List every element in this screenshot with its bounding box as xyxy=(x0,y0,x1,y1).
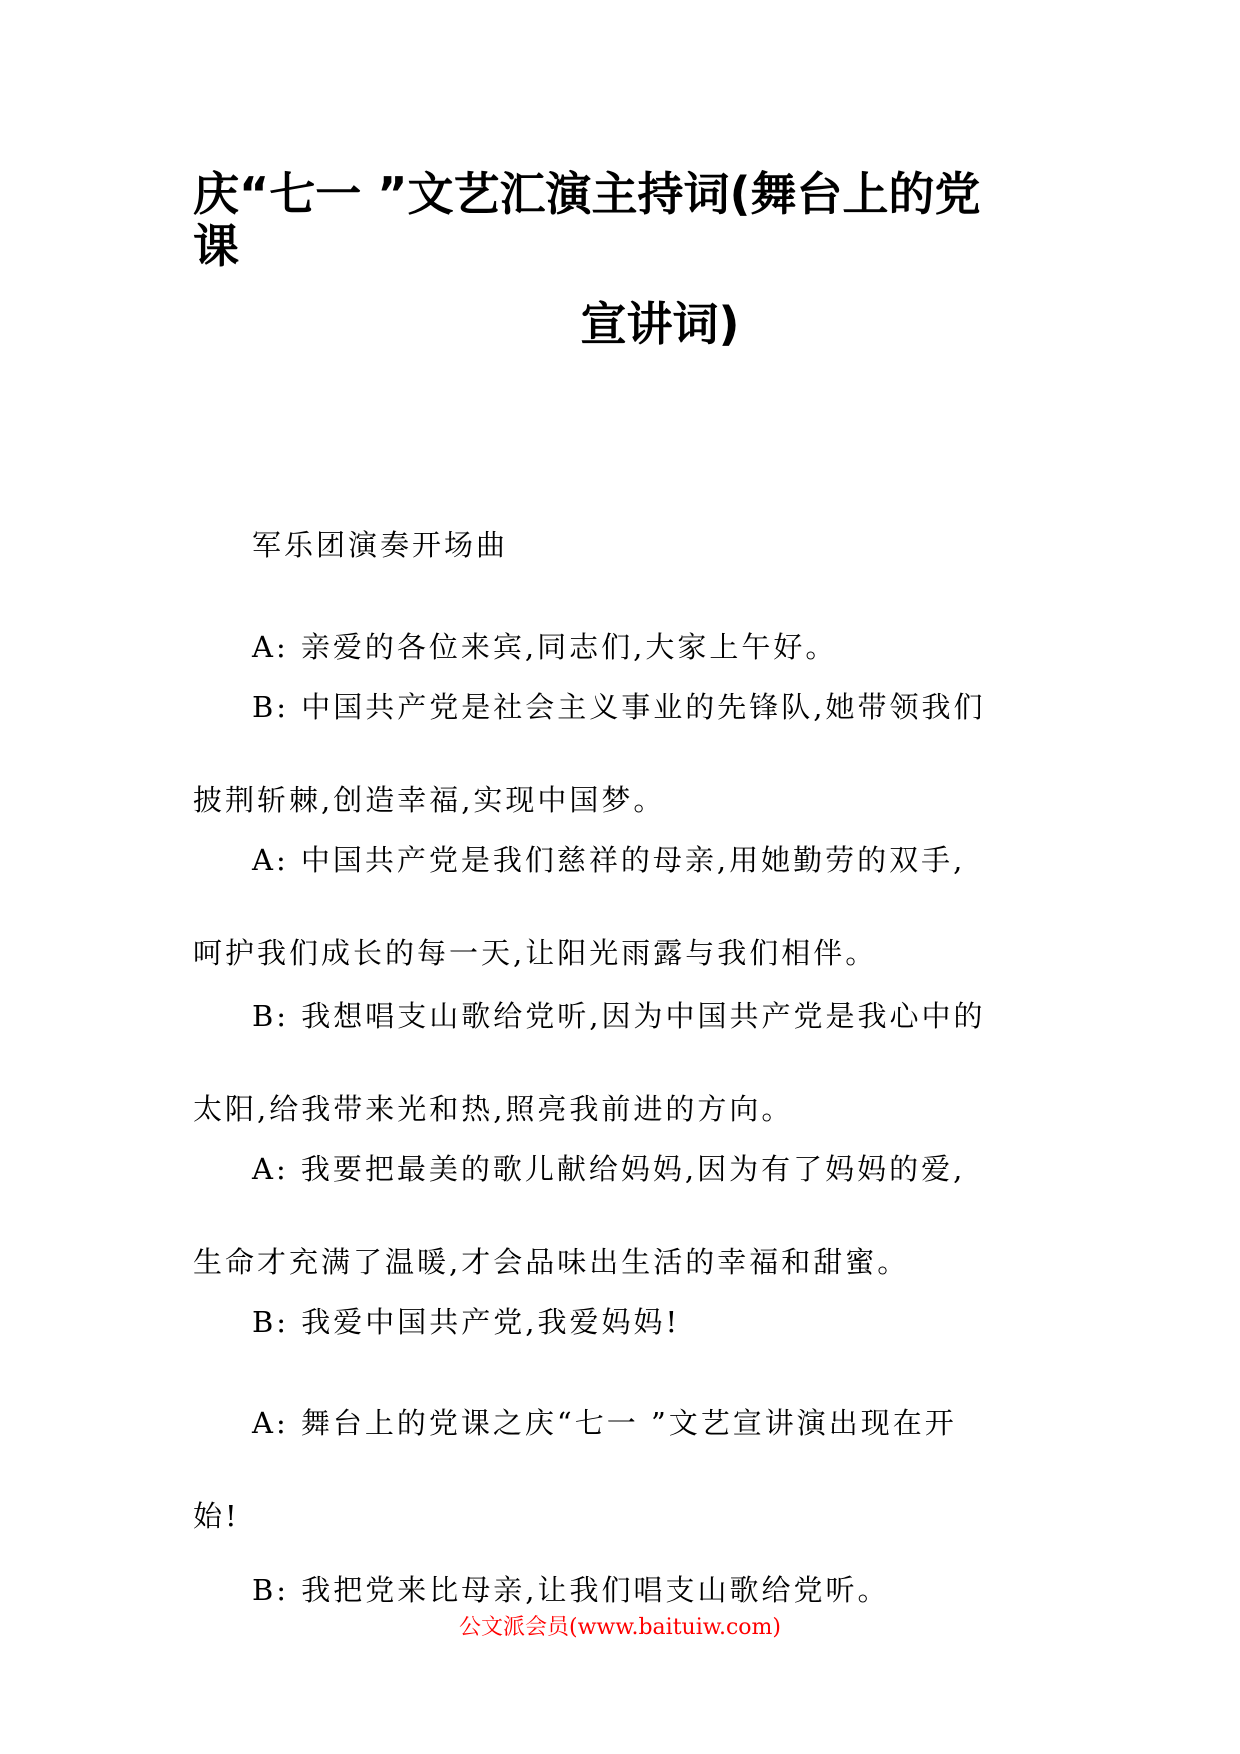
paragraph-line: 披荆斩棘,创造幸福,实现中国梦。 xyxy=(193,783,666,817)
title-line-1: 庆“七一 ”文艺汇演主持词(舞台上的党 xyxy=(193,167,981,221)
paragraph-line: 太阳,给我带来光和热,照亮我前进的方向。 xyxy=(193,1092,794,1126)
paragraph-line: B: 中国共产党是社会主义事业的先锋队,她带领我们 xyxy=(252,690,986,724)
title-line-2: 课 xyxy=(193,219,239,273)
paragraph-line: A: 舞台上的党课之庆“七一 ”文艺宣讲演出现在开 xyxy=(252,1406,957,1440)
paragraph-line: 始! xyxy=(193,1499,240,1533)
paragraph-line: 军乐团演奏开场曲 xyxy=(252,528,509,562)
paragraph-line: A: 中国共产党是我们慈祥的母亲,用她勤劳的双手, xyxy=(252,843,966,877)
paragraph-line: A: 亲爱的各位来宾,同志们,大家上午好。 xyxy=(252,630,838,664)
title-line-3: 宣讲词) xyxy=(580,297,740,351)
paragraph-line: 生命才充满了温暖,才会品味出生活的幸福和甜蜜。 xyxy=(193,1245,910,1279)
paragraph-line: B: 我爱中国共产党,我爱妈妈! xyxy=(252,1305,681,1339)
paragraph-line: B: 我想唱支山歌给党听,因为中国共产党是我心中的 xyxy=(252,999,986,1033)
paragraph-line: 呵护我们成长的每一天,让阳光雨露与我们相伴。 xyxy=(193,936,878,970)
paragraph-line: B: 我把党来比母亲,让我们唱支山歌给党听。 xyxy=(252,1573,890,1607)
paragraph-line: A: 我要把最美的歌儿献给妈妈,因为有了妈妈的爱, xyxy=(252,1152,966,1186)
footer-watermark: 公文派会员(www.baituiw.com) xyxy=(459,1615,781,1640)
